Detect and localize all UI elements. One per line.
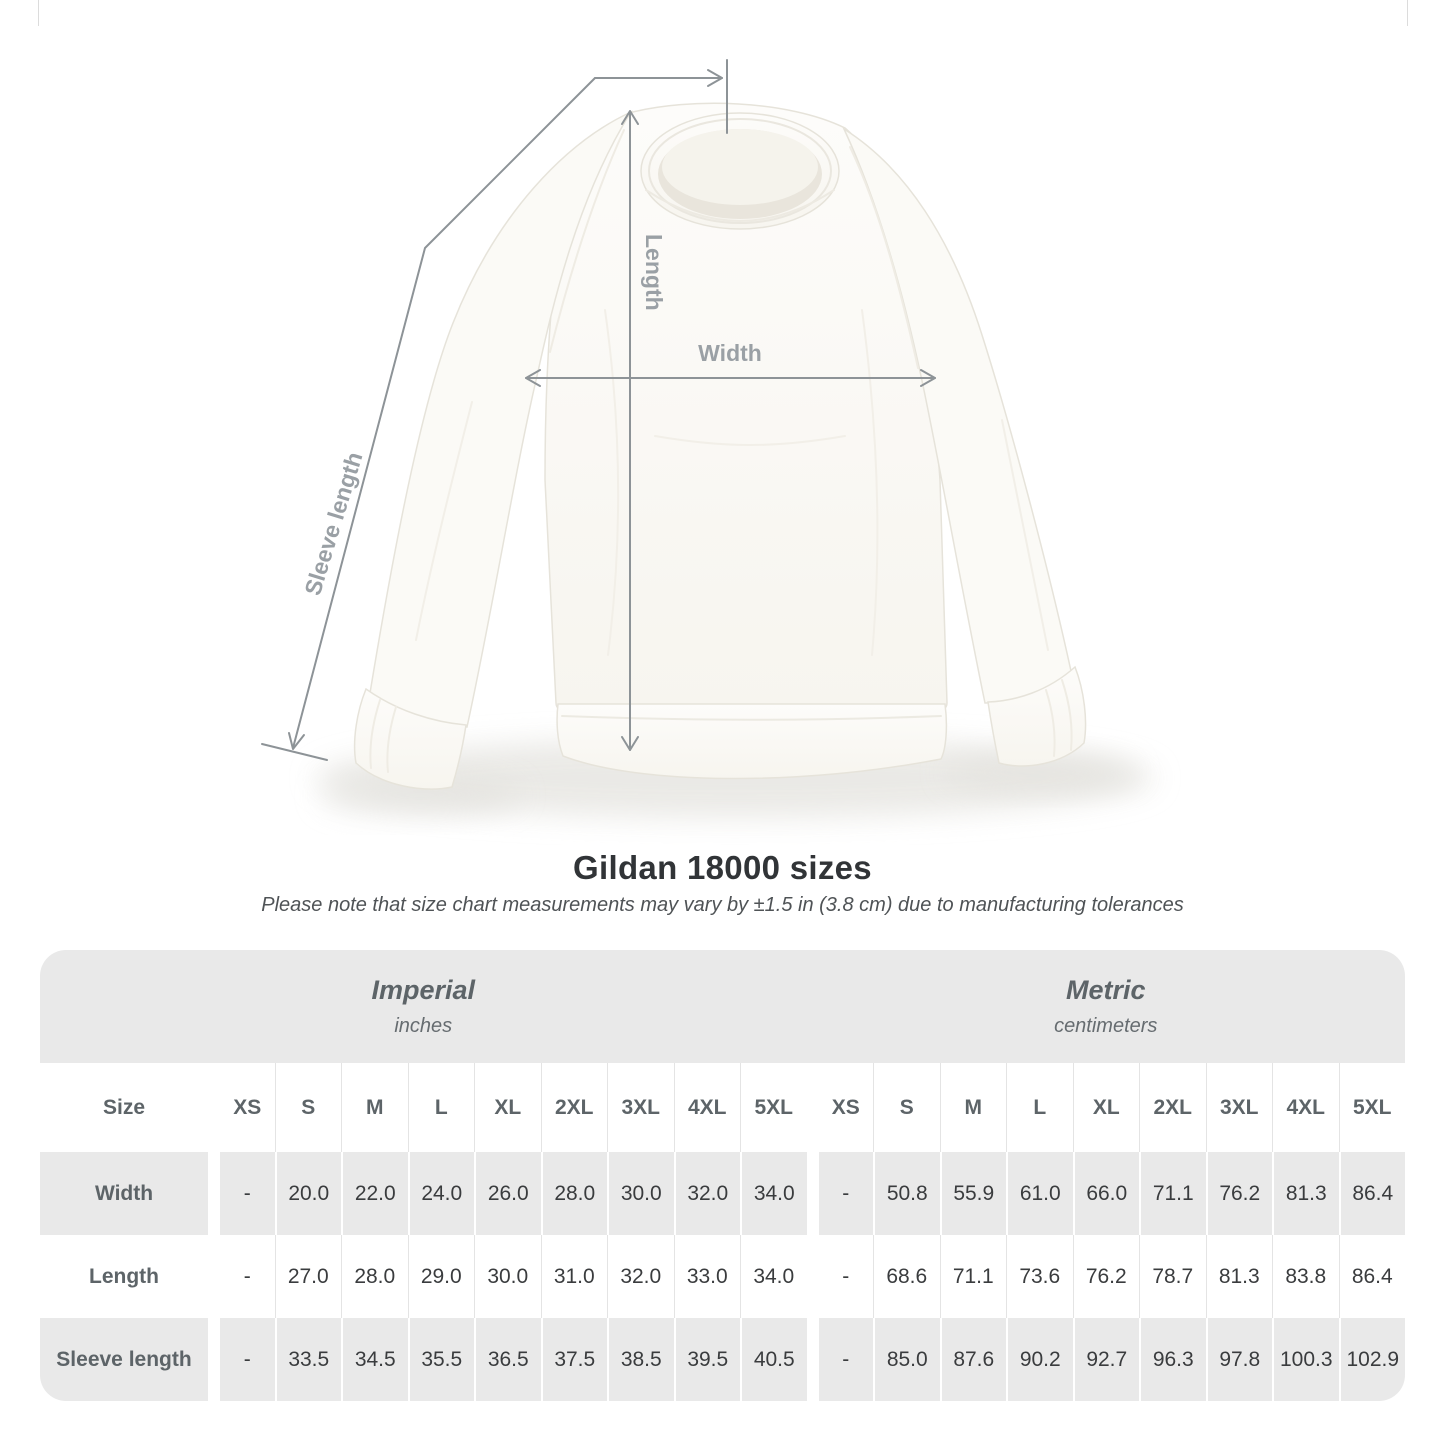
measurement-cell: - [208,1235,275,1318]
size-col-header: S [275,1063,342,1152]
row-label-sleeve-length: Sleeve length [40,1318,208,1401]
measurement-cell: 83.8 [1272,1235,1339,1318]
metric-label: Metric [1065,975,1146,1005]
measurement-cell: 92.7 [1073,1318,1140,1401]
measurement-cell: 66.0 [1073,1152,1140,1235]
measurement-cell: 86.4 [1339,1235,1406,1318]
imperial-label: Imperial [371,975,476,1005]
sleeve-length-label: Sleeve length [299,448,368,599]
tolerance-note: Please note that size chart measurements may vary by ±1.5 in (3.8 cm) due to manufacturing tolerances [261,894,1184,916]
size-chart-table [40,950,1405,1401]
length-label: Length [641,234,667,311]
size-col-header: L [1006,1063,1073,1152]
metric-unit: centimeters [1054,1015,1158,1037]
measurement-cell: 28.0 [341,1235,408,1318]
measurement-cell: 73.6 [1006,1235,1073,1318]
measurement-cell: - [208,1152,275,1235]
measurement-cell: 100.3 [1272,1318,1339,1401]
row-label-length: Length [40,1235,208,1318]
measurement-cell: 102.9 [1339,1318,1406,1401]
size-col-header: M [341,1063,408,1152]
measurement-cell: 31.0 [541,1235,608,1318]
page-title: Gildan 18000 sizes [573,849,872,886]
size-col-header: 2XL [541,1063,608,1152]
measurement-cell: - [807,1235,874,1318]
size-col-header: 4XL [674,1063,741,1152]
size-col-header: S [873,1063,940,1152]
measurement-cell: 50.8 [873,1152,940,1235]
collar-back-fabric [662,129,818,205]
metric-section-header [807,950,1406,1063]
measurement-cell: 24.0 [408,1152,475,1235]
measurement-cell: 32.0 [674,1152,741,1235]
measurement-cell: 38.5 [607,1318,674,1401]
sweatshirt-photo [355,103,1086,789]
measurement-cell: - [807,1152,874,1235]
length-row [40,1235,1405,1318]
measurement-cell: 71.1 [1139,1152,1206,1235]
size-col-header: XL [1073,1063,1140,1152]
measurement-cell: 37.5 [541,1318,608,1401]
size-col-header: 4XL [1272,1063,1339,1152]
measurement-cell: - [208,1318,275,1401]
size-corner-label: Size [40,1063,208,1152]
measurement-cell: 71.1 [940,1235,1007,1318]
imperial-unit: inches [394,1015,453,1037]
measurement-cell: 68.6 [873,1235,940,1318]
measurement-cell: 20.0 [275,1152,342,1235]
size-col-header: 3XL [1206,1063,1273,1152]
width-row [40,1152,1405,1235]
unit-section-row [40,950,1405,1063]
measurement-cell: 34.0 [740,1152,807,1235]
sleeve-length-row [40,1318,1405,1401]
size-col-header: 3XL [607,1063,674,1152]
measurement-cell: 96.3 [1139,1318,1206,1401]
width-label: Width [698,340,762,366]
size-col-header: M [940,1063,1007,1152]
measurement-cell: 35.5 [408,1318,475,1401]
imperial-section-header [40,950,807,1063]
measurement-cell: 81.3 [1206,1235,1273,1318]
size-col-header: 2XL [1139,1063,1206,1152]
size-header-row [40,1063,1405,1152]
measurement-cell: 86.4 [1339,1152,1406,1235]
size-col-header: 5XL [740,1063,807,1152]
measurement-cell: 30.0 [607,1152,674,1235]
measurement-cell: 85.0 [873,1318,940,1401]
measurement-cell: 34.0 [740,1235,807,1318]
measurement-cell: 28.0 [541,1152,608,1235]
measurement-cell: 97.8 [1206,1318,1273,1401]
size-col-header: XL [474,1063,541,1152]
measurement-cell: 29.0 [408,1235,475,1318]
measurement-cell: 34.5 [341,1318,408,1401]
measurement-cell: 81.3 [1272,1152,1339,1235]
measurement-cell: 30.0 [474,1235,541,1318]
measurement-cell: - [807,1318,874,1401]
measurement-cell: 33.5 [275,1318,342,1401]
measurement-cell: 22.0 [341,1152,408,1235]
measurement-cell: 36.5 [474,1318,541,1401]
size-col-header: L [408,1063,475,1152]
size-col-header: XS [807,1063,874,1152]
row-label-width: Width [40,1152,208,1235]
measurement-cell: 39.5 [674,1318,741,1401]
measurement-cell: 61.0 [1006,1152,1073,1235]
measurement-cell: 87.6 [940,1318,1007,1401]
measurement-cell: 27.0 [275,1235,342,1318]
measurement-cell: 55.9 [940,1152,1007,1235]
measurement-cell: 78.7 [1139,1235,1206,1318]
measurement-cell: 26.0 [474,1152,541,1235]
measurement-cell: 90.2 [1006,1318,1073,1401]
measurement-cell: 40.5 [740,1318,807,1401]
measurement-cell: 32.0 [607,1235,674,1318]
size-col-header: 5XL [1339,1063,1406,1152]
measurement-cell: 76.2 [1073,1235,1140,1318]
measurement-cell: 76.2 [1206,1152,1273,1235]
size-col-header: XS [208,1063,275,1152]
sweatshirt-waistband [557,704,946,779]
measurement-cell: 33.0 [674,1235,741,1318]
